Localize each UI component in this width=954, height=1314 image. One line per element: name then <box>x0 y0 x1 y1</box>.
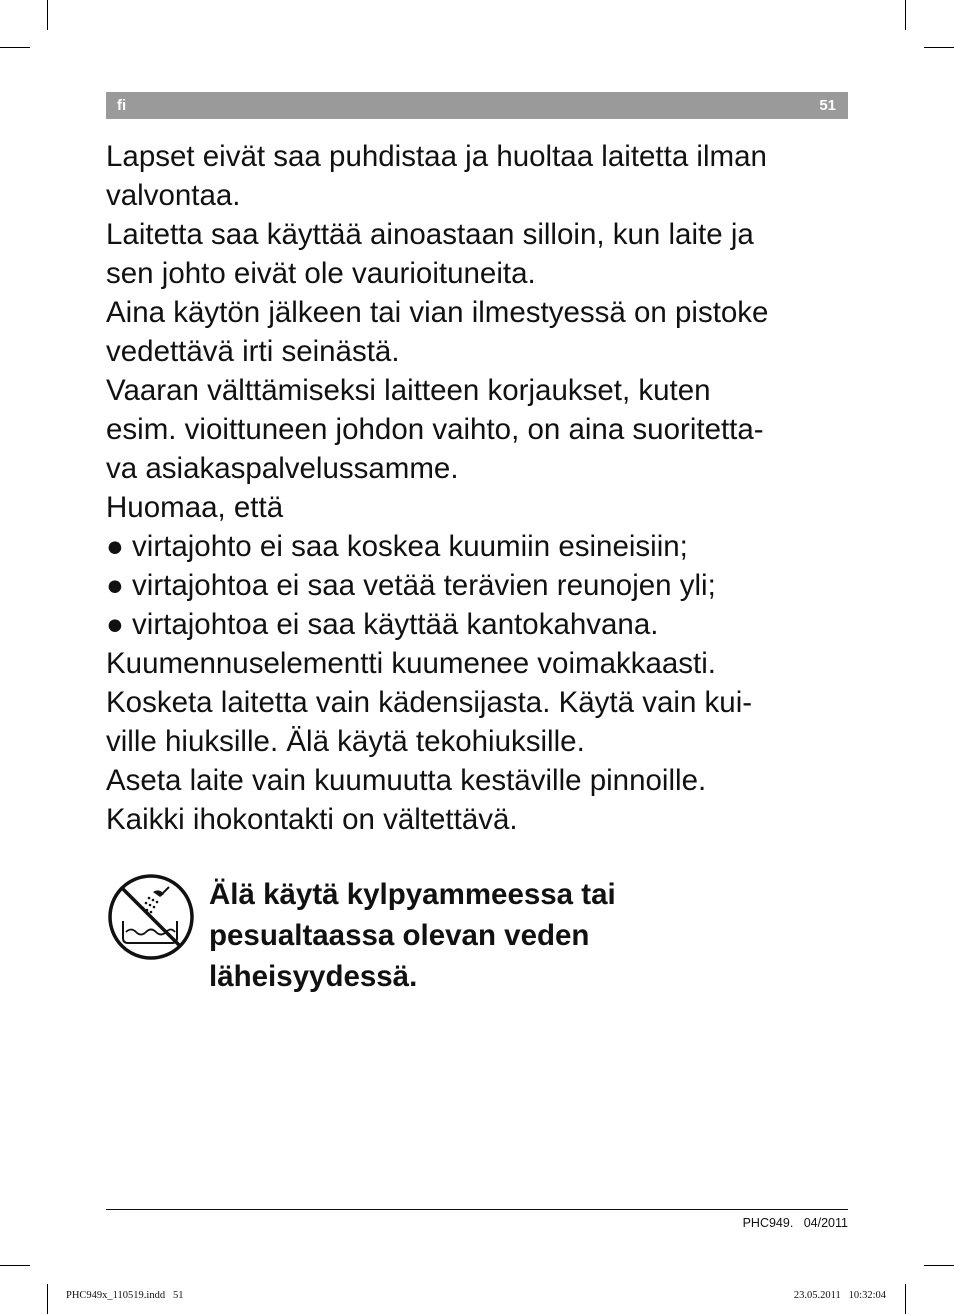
print-slug-timestamp: 23.05.2011 10:32:04 <box>793 1290 886 1301</box>
bullet-item: ● virtajohtoa ei saa vetää terävien reunojen yli; <box>106 569 716 602</box>
text-line: sen johto eivät ole vaurioituneita. <box>106 257 536 290</box>
text-line: Lapset eivät saa puhdistaa ja huoltaa laitetta ilman <box>106 140 767 173</box>
text-line: Kosketa laitetta vain kädensijasta. Käytä vain kui- <box>106 686 753 719</box>
crop-mark <box>47 0 48 30</box>
text-line: va asiakaspalvelussamme. <box>106 452 459 485</box>
crop-mark <box>47 1284 48 1314</box>
text-line: esim. vioittuneen johdon vaihto, on aina suoritetta- <box>106 413 764 446</box>
text-line: Kaikki ihokontakti on vältettävä. <box>106 803 518 836</box>
warning-line: läheisyydessä. <box>209 960 418 993</box>
text-line: valvontaa. <box>106 179 241 212</box>
text-line: ville hiuksille. Älä käytä tekohiuksille. <box>106 725 585 758</box>
warning-text <box>209 874 616 997</box>
text-line: vedettävä irti seinästä. <box>106 335 400 368</box>
bullet-item: ● virtajohto ei saa koskea kuumiin esineisiin; <box>106 530 688 563</box>
text-line: Aseta laite vain kuumuutta kestäville pinnoille. <box>106 764 707 797</box>
crop-mark <box>924 1265 954 1266</box>
page-header-bar <box>106 92 848 119</box>
text-line: Vaaran välttämiseksi laitteen korjaukset, kuten <box>106 374 711 407</box>
text-line: Aina käytön jälkeen tai vian ilmestyessä on pistoke <box>106 296 769 329</box>
crop-mark <box>924 47 954 48</box>
footer-rule <box>106 1209 848 1210</box>
bullet-item: ● virtajohtoa ei saa käyttää kantokahvana. <box>106 608 659 641</box>
crop-mark <box>0 47 30 48</box>
text-line: Laitetta saa käyttää ainoastaan silloin, kun laite ja <box>106 218 754 251</box>
crop-mark <box>0 1265 30 1266</box>
safety-instructions <box>106 137 848 839</box>
footer-model-date: PHC949. 04/2011 <box>742 1216 848 1230</box>
warning-line: Älä käytä kylpyammeessa tai <box>209 878 616 911</box>
crop-mark <box>905 0 906 30</box>
print-slug-file: PHC949x_110519.indd 51 <box>66 1290 184 1301</box>
no-bathtub-icon <box>106 872 196 962</box>
warning-line: pesualtaassa olevan veden <box>209 919 590 952</box>
crop-mark <box>905 1284 906 1314</box>
text-line: Kuumennuselementti kuumenee voimakkaasti. <box>106 647 716 680</box>
text-line: Huomaa, että <box>106 491 284 524</box>
page-number: 51 <box>819 97 836 114</box>
language-code: fi <box>117 97 127 114</box>
